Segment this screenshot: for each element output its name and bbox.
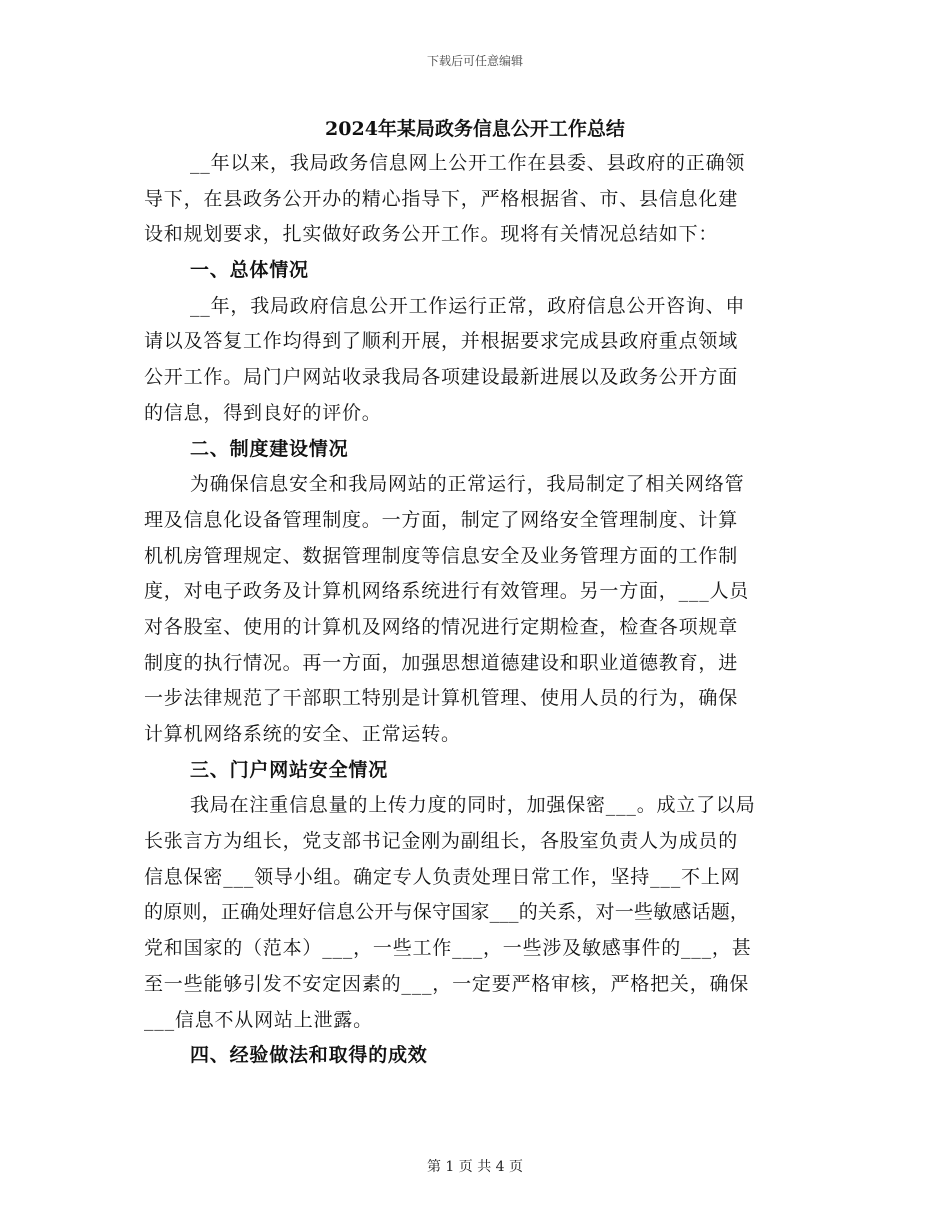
paragraph-line: __年以来，我局政务信息网上公开工作在县委、县政府的正确领 [190,152,746,174]
section-heading: 二、制度建设情况 [190,437,349,460]
header-note: 下载后可任意编辑 [426,54,523,68]
paragraph-line: ___信息不从网站上泄露。 [144,1008,373,1031]
paragraph-line: 制度的执行情况。再一方面，加强思想道德建设和职业道德教育，进 [144,651,739,674]
paragraph-line: 设和规划要求，扎实做好政务公开工作。现将有关情况总结如下： [144,223,719,246]
section-heading: 四、经验做法和取得的成效 [190,1044,428,1067]
paragraph-line: 我局在注重信息量的上传力度的同时，加强保密___。成立了以局 [190,794,756,817]
paragraph-line: 长张言方为组长，党支部书记金刚为副组长，各股室负责人为成员的 [144,830,739,853]
paragraph-line: 对各股室、使用的计算机及网络的情况进行定期检查，检查各项规章 [144,615,739,638]
document-title: 2024年某局政务信息公开工作总结 [325,118,625,140]
paragraph-line: 公开工作。局门户网站收录我局各项建设最新进展以及政务公开方面 [144,366,739,389]
document-body [144,146,814,1074]
paragraph-line: 计算机网络系统的安全、正常运转。 [144,723,461,745]
paragraph-line: 信息保密___领导小组。确定专人负责处理日常工作，坚持___不上网 [144,865,741,888]
section-heading: 一、总体情况 [190,259,309,282]
paragraph-line: 一步法律规范了干部职工特别是计算机管理、使用人员的行为，确保 [144,687,739,710]
paragraph-line: 理及信息化设备管理制度。一方面，制定了网络安全管理制度、计算 [144,508,739,531]
paragraph-line: __年，我局政府信息公开工作运行正常，政府信息公开咨询、申 [190,294,746,317]
paragraph-line: 的原则，正确处理好信息公开与保守国家___的关系，对一些敏感话题， [144,901,750,924]
paragraph-line: 至一些能够引发不安定因素的___，一定要严格审核，严格把关，确保 [144,972,750,995]
paragraph-line: 导下，在县政务公开办的精心指导下，严格根据省、市、县信息化建 [144,187,739,210]
paragraph-line: 度，对电子政务及计算机网络系统进行有效管理。另一方面，___人员 [144,580,750,603]
paragraph-line: 请以及答复工作均得到了顺利开展，并根据要求完成县政府重点领域 [144,330,739,353]
paragraph-line: 的信息，得到良好的评价。 [144,401,382,424]
paragraph-line: 机机房管理规定、数据管理制度等信息安全及业务管理方面的工作制 [144,544,739,567]
page-number: 第 1 页 共 4 页 [426,1159,524,1175]
paragraph-line: 党和国家的（范本）___，一些工作___，一些涉及敏感事件的___，甚 [144,937,752,960]
section-heading: 三、门户网站安全情况 [190,758,389,781]
paragraph-line: 为确保信息安全和我局网站的正常运行，我局制定了相关网络管 [190,473,745,496]
